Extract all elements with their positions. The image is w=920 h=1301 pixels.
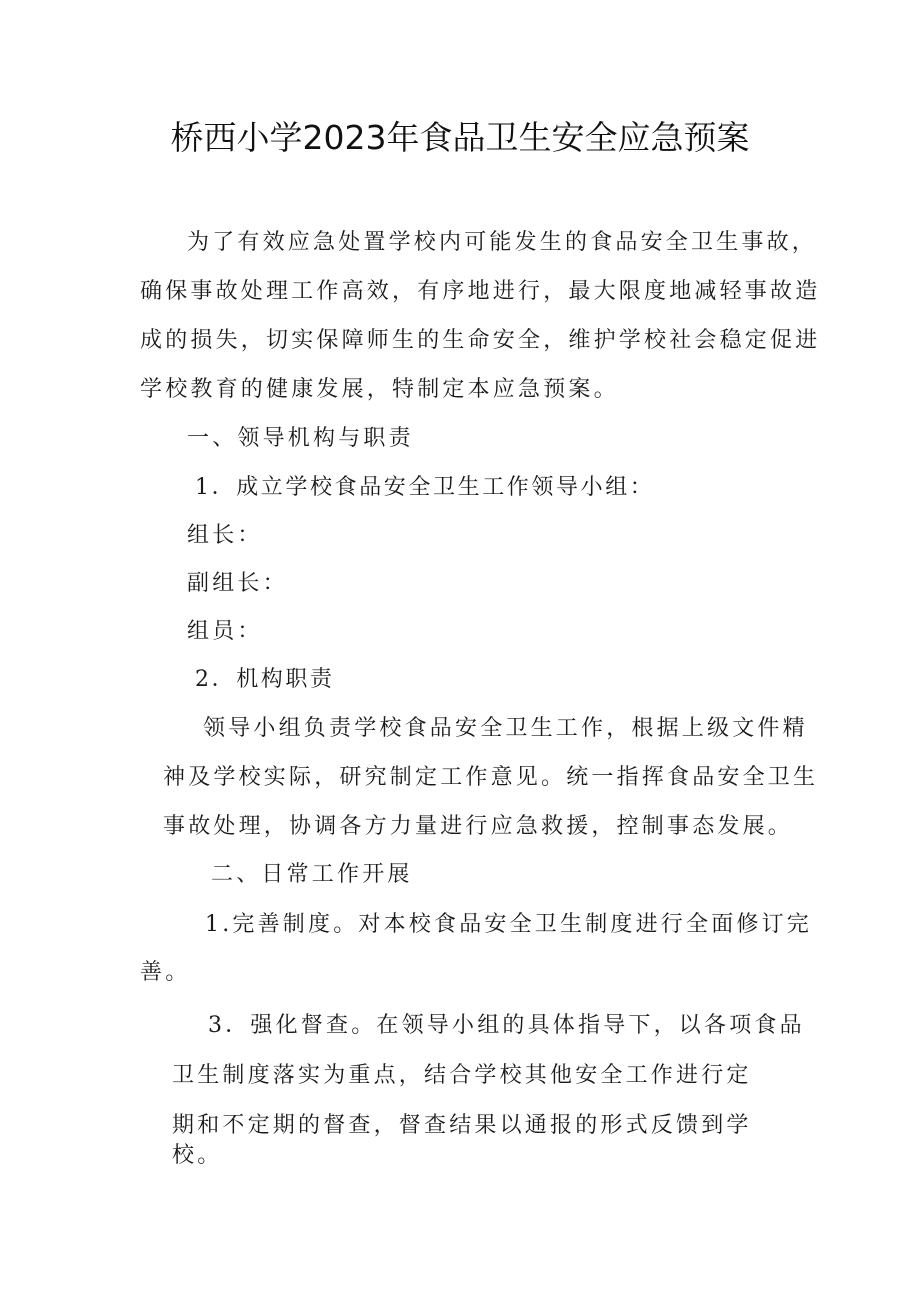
intro-line-3: 成的损失，切实保障师生的生命安全，维护学校社会稳定促进 [140,328,821,353]
section-heading-2: 二、日常工作开展 [211,862,413,887]
section2-item-3-line-4: 校。 [172,1143,223,1168]
section2-item-3-line-3: 期和不定期的督查，督查结果以通报的形式反馈到学 [172,1113,752,1138]
section2-item-1-line-1: 1.完善制度。对本校食品安全卫生制度进行全面修订完 [205,912,812,937]
section2-item-3-line-1: 3．强化督查。在领导小组的具体指导下，以各项食品 [208,1013,805,1038]
duties-line-2: 神及学校实际，研究制定工作意见。统一指挥食品安全卫生 [163,765,819,790]
members-label: 组员： [187,619,263,644]
section1-item-2: 2．机构职责 [195,667,335,692]
duties-line-1: 领导小组负责学校食品安全卫生工作，根据上级文件精 [203,716,808,741]
duties-line-3: 事故处理，协调各方力量进行应急救援，控制事态发展。 [163,814,794,839]
section-heading-1: 一、领导机构与职责 [187,426,414,451]
leader-label: 组长： [187,523,263,548]
section1-item-1: 1．成立学校食品安全卫生工作领导小组： [195,475,655,500]
document-title: 桥西小学2023年食品卫生安全应急预案 [170,118,750,157]
section2-item-1-line-2: 善。 [140,960,191,985]
intro-line-2: 确保事故处理工作高效，有序地进行，最大限度地减轻事故造 [140,279,821,304]
section2-item-3-line-2: 卫生制度落实为重点，结合学校其他安全工作进行定 [172,1063,752,1088]
intro-line-4: 学校教育的健康发展，特制定本应急预案。 [140,377,619,402]
intro-line-1: 为了有效应急处置学校内可能发生的食品安全卫生事故， [187,230,818,255]
deputy-leader-label: 副组长： [187,571,288,596]
